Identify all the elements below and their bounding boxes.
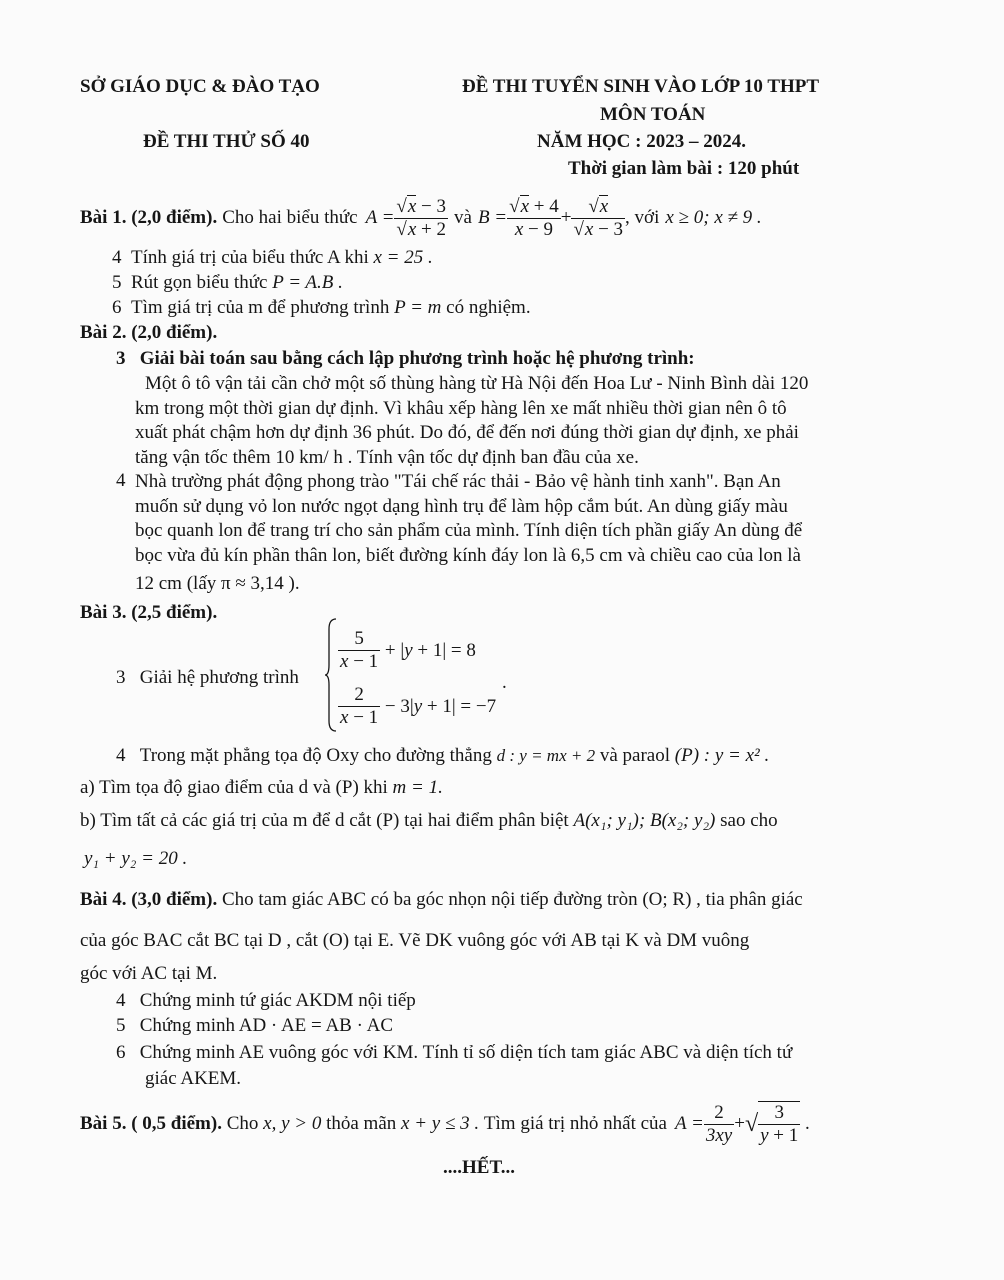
bai1-condition: x ≥ 0; x ≠ 9 . [665, 207, 762, 228]
bai4-item-3: 6 Chứng minh AE vuông góc với KM. Tính tỉ số diện tích tam giác ABC và diện tích tứ [116, 1042, 793, 1063]
expr-b-label: B = [477, 207, 508, 228]
system-brace [325, 617, 337, 733]
bai5-sqrt: √ [744, 1110, 759, 1137]
bai5-fraction-2: $\frac{3}{y + 1}$ [760, 1102, 799, 1146]
bai1-item-1: 4 Tính giá trị của biểu thức A khi x = 25 . [112, 247, 433, 268]
time-limit: Thời gian làm bài : 120 phút [568, 158, 800, 179]
bai1-condition-prefix: , với [625, 207, 660, 228]
bai3-part-a: a) Tìm tọa độ giao điểm của d và (P) khi m = 1. [80, 777, 443, 798]
expr-a-fraction: $\frac{√x - 3}{√x + 2}$ [396, 195, 447, 240]
bai2-title: Bài 2. (2,0 điểm). [80, 322, 218, 343]
bai1-title: Bài 1. (2,0 điểm). [80, 207, 218, 228]
bai2-q3-body [135, 372, 809, 470]
end-marker: ....HẾT... [443, 1157, 515, 1178]
bai3-part-b: b) Tìm tất cả các giá trị của m để d cắt (P) tại hai điểm phân biệt A(x₁; y₁); B(x₂; y₂) sao cho [80, 810, 778, 831]
bai2-q4-line-4: bọc vừa đủ kín phần thân lon, biết đường kính đáy lon là 6,5 cm và chiều cao của lon là [135, 544, 801, 566]
system-eq-1: $\frac{5}{x - 1}$ + |y + 1| = 8 [340, 628, 476, 672]
bai1-item-3: 6 Tìm giá trị của m để phương trình P = m có nghiệm. [112, 297, 531, 318]
bai5-fraction-1: $\frac{2}{3xy}$ [705, 1101, 733, 1146]
school-year: NĂM HỌC : 2023 – 2024. [537, 131, 746, 152]
bai2-q4-body [135, 470, 802, 597]
subject: MÔN TOÁN [600, 104, 706, 125]
bai2-q4-line-2: muốn sử dụng vỏ lon nước ngọt dạng hình trụ để làm hộp cắm bút. An dùng giấy màu [135, 495, 788, 517]
department-name: SỞ GIÁO DỤC & ĐÀO TẠO [80, 76, 320, 97]
bai3-title: Bài 3. (2,5 điểm). [80, 602, 218, 623]
system-eq-2: $\frac{2}{x - 1}$ − 3|y + 1| = −7 [340, 684, 497, 728]
bai4-item-2: 5 Chứng minh AD · AE = AB · AC [116, 1015, 394, 1036]
exam-title: ĐỀ THI TUYỂN SINH VÀO LỚP 10 THPT [462, 76, 820, 97]
bai2-q3-line-1: Một ô tô vận tải cần chở một số thùng hàng từ Hà Nội đến Hoa Lư - Ninh Bình dài 120 [145, 373, 809, 394]
bai5-expr-label: A = [675, 1113, 704, 1134]
bai2-q3-heading: 3 Giải bài toán sau bằng cách lập phương trình hoặc hệ phương trình: [116, 348, 695, 369]
bai4-line-1: Bài 4. (3,0 điểm). Cho tam giác ABC có ba góc nhọn nội tiếp đường tròn (O; R) , tia phân giác [80, 889, 803, 910]
bai2-q4-num: 4 [116, 470, 126, 491]
bai3-part-b-condition: y₁ + y₂ = 20 . [84, 848, 188, 869]
expr-a-label: A = [365, 207, 395, 228]
bai2-q3-line-3: xuất phát chậm hơn dự định 36 phút. Do đó, để đến nơi đúng thời gian dự định, xe phải [135, 422, 799, 443]
bai4-item-1: 4 Chứng minh tứ giác AKDM nội tiếp [116, 990, 416, 1011]
bai1-intro: Cho hai biểu thức [222, 207, 358, 228]
bai5-line: Bài 5. ( 0,5 điểm). Cho x, y > 0 thỏa mãn x + y ≤ 3 . Tìm giá trị nhỏ nhất của A = $\frac{2}{3xy}$ + √ $\frac{3}{y + 1}$ . [80, 1101, 810, 1146]
bai4-line-2: của góc BAC cắt BC tại D , cắt (O) tại E. Vẽ DK vuông góc với AB tại K và DM vuông [80, 930, 750, 951]
bai1-item-2: 5 Rút gọn biểu thức P = A.B . [112, 272, 343, 293]
bai4-line-3: góc với AC tại M. [80, 963, 218, 984]
bai2-q3-line-4: tăng vận tốc thêm 10 km/ h . Tính vận tốc dự định ban đầu của xe. [135, 446, 639, 468]
bai4-item-3-cont: giác AKEM. [145, 1068, 242, 1089]
bai2-q3-line-2: km trong một thời gian dự định. Vì khâu xếp hàng lên xe mất nhiều thời gian nên ô tô [135, 397, 787, 419]
bai2-q4-line-1: Nhà trường phát động phong trào "Tái chế rác thải - Bảo vệ hành tinh xanh". Bạn An [135, 471, 781, 492]
bai2-q4-line-3: bọc quanh lon để trang trí cho sản phẩm của mình. Tính diện tích phần giấy An dùng để [135, 520, 803, 541]
system-period: . [502, 672, 507, 693]
expr-b-fraction2: $\frac{√x}{√x - 3}$ [573, 195, 624, 240]
bai3-q3: 3 Giải hệ phương trình [116, 667, 299, 688]
bai2-q4-line-5: 12 cm (lấy π ≈ 3,14 ). [135, 573, 300, 594]
bai3-q4: 4 Trong mặt phẳng tọa độ Oxy cho đường thẳng d : y = mx + 2 và paraol (P) : y = x² . [116, 745, 770, 766]
expr-b-fraction1: $\frac{√x + 4}{x - 9}$ [509, 195, 559, 240]
bai1-intro-line: Bài 1. (2,0 điểm). Cho hai biểu thức A = $\frac{√x - 3}{√x + 2}$ và B = $\frac{√x + 4}{x - 9}$ + $\frac{√x}{√x - 3}$ , với x ≥ 0; x ≠ 9 . [80, 195, 762, 240]
trial-number: ĐỀ THI THỬ SỐ 40 [143, 131, 310, 152]
